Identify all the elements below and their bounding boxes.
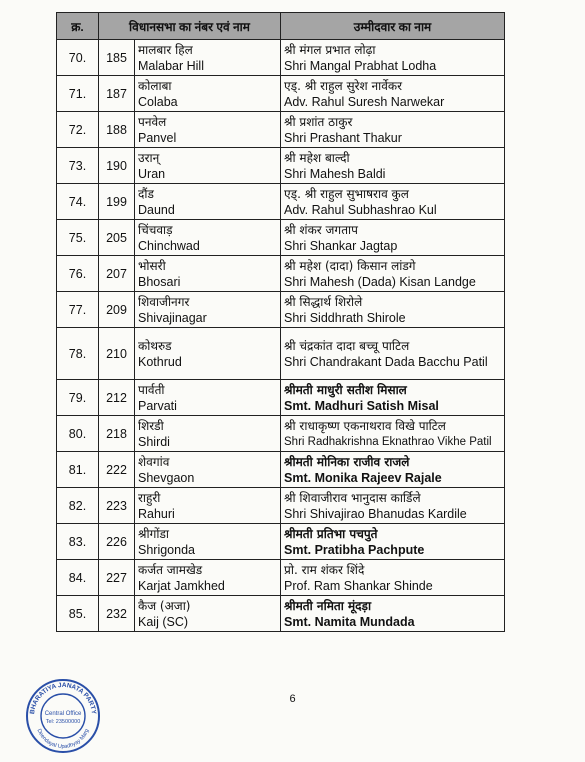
constituency-name-english: Colaba xyxy=(138,94,178,109)
constituency-number: 222 xyxy=(99,452,135,488)
serial-number: 83. xyxy=(57,524,99,560)
constituency-name xyxy=(135,40,281,76)
constituency-number: 232 xyxy=(99,596,135,632)
constituency-name xyxy=(135,184,281,220)
candidate-name-hindi: श्री महेश बाल्दी xyxy=(284,150,350,165)
candidate-name-english: Smt. Pratibha Pachpute xyxy=(284,542,425,557)
candidate-list-page xyxy=(56,12,504,632)
candidate-name xyxy=(281,328,505,380)
constituency-number: 212 xyxy=(99,380,135,416)
candidate-name-hindi: श्री शिवाजीराव भानुदास कार्डिले xyxy=(284,490,421,505)
constituency-name xyxy=(135,112,281,148)
constituency-name-hindi: उरान् xyxy=(138,150,160,165)
constituency-name-hindi: मालबार हिल xyxy=(138,42,193,57)
svg-text:BHARATIYA JANATA PARTY: BHARATIYA JANATA PARTY xyxy=(29,681,97,715)
constituency-number: 205 xyxy=(99,220,135,256)
page-number: 6 xyxy=(289,693,296,705)
candidate-name xyxy=(281,112,505,148)
constituency-name-hindi: भोसरी xyxy=(138,258,166,273)
serial-number: 77. xyxy=(57,292,99,328)
constituency-name xyxy=(135,524,281,560)
candidate-name-hindi: श्री राधाकृष्ण एकनाथराव विखे पाटिल xyxy=(284,418,446,433)
constituency-name-hindi: शिवाजीनगर xyxy=(138,294,190,309)
table-row xyxy=(57,220,505,256)
table-row xyxy=(57,292,505,328)
constituency-name-hindi: कोथरुड xyxy=(138,338,172,353)
candidate-name-english: Adv. Rahul Subhashrao Kul xyxy=(284,202,437,217)
constituency-number: 187 xyxy=(99,76,135,112)
candidate-name-hindi: श्री शंकर जगताप xyxy=(284,222,358,237)
candidate-name-hindi: एड्. श्री राहुल सुरेश नार्वेकर xyxy=(284,78,403,93)
candidate-name-english: Shri Shivajirao Bhanudas Kardile xyxy=(284,506,467,521)
constituency-name xyxy=(135,220,281,256)
constituency-name-hindi: पार्वती xyxy=(138,382,165,397)
candidate-name-hindi: श्रीमती प्रतिभा पचपुते xyxy=(284,526,378,541)
table-row xyxy=(57,76,505,112)
candidate-name-hindi: श्री महेश (दादा) किसान लांडगे xyxy=(284,258,416,273)
constituency-number: 188 xyxy=(99,112,135,148)
svg-text:Deendayal Upadhyay Marg: Deendayal Upadhyay Marg xyxy=(35,728,91,751)
constituency-name-english: Rahuri xyxy=(138,506,175,521)
constituency-name-english: Bhosari xyxy=(138,274,181,289)
table-row xyxy=(57,112,505,148)
candidate-name-english: Shri Shankar Jagtap xyxy=(284,238,398,253)
serial-number: 73. xyxy=(57,148,99,184)
candidate-name xyxy=(281,184,505,220)
candidate-name xyxy=(281,416,505,452)
candidate-name xyxy=(281,220,505,256)
serial-number: 74. xyxy=(57,184,99,220)
constituency-name-hindi: कर्जत जामखेड xyxy=(138,562,203,577)
serial-number: 70. xyxy=(57,40,99,76)
constituency-number: 185 xyxy=(99,40,135,76)
constituency-name xyxy=(135,488,281,524)
serial-number: 79. xyxy=(57,380,99,416)
constituency-number: 226 xyxy=(99,524,135,560)
constituency-name xyxy=(135,256,281,292)
candidate-name xyxy=(281,148,505,184)
candidate-name xyxy=(281,76,505,112)
constituency-number: 227 xyxy=(99,560,135,596)
header-candidate: उम्मीदवार का नाम xyxy=(281,13,505,40)
candidate-name-hindi: श्रीमती मोनिका राजीव राजले xyxy=(284,454,410,469)
candidate-name xyxy=(281,292,505,328)
constituency-name-english: Malabar Hill xyxy=(138,58,204,73)
table-row xyxy=(57,416,505,452)
constituency-name-english: Chinchwad xyxy=(138,238,200,253)
serial-number: 85. xyxy=(57,596,99,632)
candidate-name-english: Shri Prashant Thakur xyxy=(284,130,402,145)
serial-number: 76. xyxy=(57,256,99,292)
constituency-name-english: Daund xyxy=(138,202,175,217)
constituency-number: 223 xyxy=(99,488,135,524)
constituency-name-hindi: श्रीगोंडा xyxy=(138,526,169,541)
serial-number: 75. xyxy=(57,220,99,256)
candidate-name xyxy=(281,488,505,524)
candidate-name-english: Prof. Ram Shankar Shinde xyxy=(284,578,433,593)
constituency-name xyxy=(135,76,281,112)
constituency-name-english: Shevgaon xyxy=(138,470,195,485)
candidate-name xyxy=(281,452,505,488)
candidate-name-hindi: एड्. श्री राहुल सुभाषराव कुल xyxy=(284,186,409,201)
candidate-name xyxy=(281,40,505,76)
constituency-name xyxy=(135,148,281,184)
constituency-name xyxy=(135,452,281,488)
constituency-name-english: Shirdi xyxy=(138,434,170,449)
svg-text:Tel: 23500000: Tel: 23500000 xyxy=(45,719,81,725)
serial-number: 81. xyxy=(57,452,99,488)
table-row xyxy=(57,148,505,184)
constituency-name-hindi: कोलाबा xyxy=(138,78,172,93)
serial-number: 71. xyxy=(57,76,99,112)
candidate-name-english: Shri Radhakrishna Eknathrao Vikhe Patil xyxy=(284,435,492,448)
candidate-name-english: Shri Mahesh Baldi xyxy=(284,166,386,181)
constituency-name-english: Karjat Jamkhed xyxy=(138,578,225,593)
candidate-name-english: Shri Siddhrath Shirole xyxy=(284,310,406,325)
candidate-name-english: Adv. Rahul Suresh Narwekar xyxy=(284,94,445,109)
serial-number: 84. xyxy=(57,560,99,596)
table-row xyxy=(57,488,505,524)
table-header-row xyxy=(57,13,505,40)
candidate-name-english: Shri Mahesh (Dada) Kisan Landge xyxy=(284,274,476,289)
candidate-name-hindi: प्रो. राम शंकर शिंदे xyxy=(284,562,365,577)
candidate-name xyxy=(281,560,505,596)
constituency-name xyxy=(135,292,281,328)
constituency-name-english: Panvel xyxy=(138,130,177,145)
candidate-name-english: Shri Chandrakant Dada Bacchu Patil xyxy=(284,354,488,369)
table-row xyxy=(57,40,505,76)
constituency-name-hindi: दौंड xyxy=(138,186,154,201)
constituency-number: 199 xyxy=(99,184,135,220)
candidate-name-hindi: श्री चंद्रकांत दादा बच्चू पाटिल xyxy=(284,338,410,353)
serial-number: 72. xyxy=(57,112,99,148)
table-row xyxy=(57,596,505,632)
constituency-name-english: Uran xyxy=(138,166,166,181)
constituency-name-hindi: शेवगांव xyxy=(138,454,170,469)
constituency-name-english: Shrigonda xyxy=(138,542,195,557)
header-serial: क्र. xyxy=(57,13,99,40)
candidate-name-hindi: श्रीमती माधुरी सतीश मिसाल xyxy=(284,382,407,397)
table-row xyxy=(57,328,505,380)
table-row xyxy=(57,380,505,416)
serial-number: 80. xyxy=(57,416,99,452)
serial-number: 78. xyxy=(57,328,99,380)
constituency-name-hindi: शिरडी xyxy=(138,418,164,433)
constituency-name-english: Kothrud xyxy=(138,354,182,369)
constituency-number: 209 xyxy=(99,292,135,328)
candidate-name-english: Smt. Monika Rajeev Rajale xyxy=(284,470,442,485)
svg-text:Central Office: Central Office xyxy=(44,711,82,717)
candidate-name xyxy=(281,596,505,632)
constituency-name-english: Kaij (SC) xyxy=(138,614,189,629)
constituency-name xyxy=(135,328,281,380)
constituency-number: 210 xyxy=(99,328,135,380)
party-seal-stamp xyxy=(24,677,102,755)
candidate-name xyxy=(281,256,505,292)
table-row xyxy=(57,256,505,292)
constituency-name xyxy=(135,596,281,632)
table-row xyxy=(57,524,505,560)
candidate-name-hindi: श्री मंगल प्रभात लोढ़ा xyxy=(284,42,376,57)
constituency-name-hindi: पनवेल xyxy=(138,114,167,129)
constituency-name-hindi: राहुरी xyxy=(138,490,161,505)
candidate-name-english: Shri Mangal Prabhat Lodha xyxy=(284,58,437,73)
candidate-name xyxy=(281,380,505,416)
constituency-name-english: Parvati xyxy=(138,398,177,413)
candidate-table xyxy=(56,12,505,632)
candidate-name xyxy=(281,524,505,560)
table-row xyxy=(57,184,505,220)
constituency-name xyxy=(135,560,281,596)
constituency-name-english: Shivajinagar xyxy=(138,310,207,325)
candidate-name-english: Smt. Madhuri Satish Misal xyxy=(284,398,439,413)
table-row xyxy=(57,560,505,596)
candidate-name-hindi: श्रीमती नमिता मूंदड़ा xyxy=(284,598,372,613)
constituency-number: 190 xyxy=(99,148,135,184)
table-row xyxy=(57,452,505,488)
constituency-name xyxy=(135,380,281,416)
header-constituency: विधानसभा का नंबर एवं नाम xyxy=(99,13,281,40)
serial-number: 82. xyxy=(57,488,99,524)
candidate-name-hindi: श्री सिद्धार्थ शिरोले xyxy=(284,294,363,309)
candidate-name-english: Smt. Namita Mundada xyxy=(284,614,415,629)
constituency-name xyxy=(135,416,281,452)
candidate-name-hindi: श्री प्रशांत ठाकुर xyxy=(284,114,353,129)
constituency-name-hindi: कैज (अजा) xyxy=(138,598,191,613)
constituency-number: 218 xyxy=(99,416,135,452)
constituency-name-hindi: चिंचवाड़ xyxy=(138,222,173,237)
constituency-number: 207 xyxy=(99,256,135,292)
